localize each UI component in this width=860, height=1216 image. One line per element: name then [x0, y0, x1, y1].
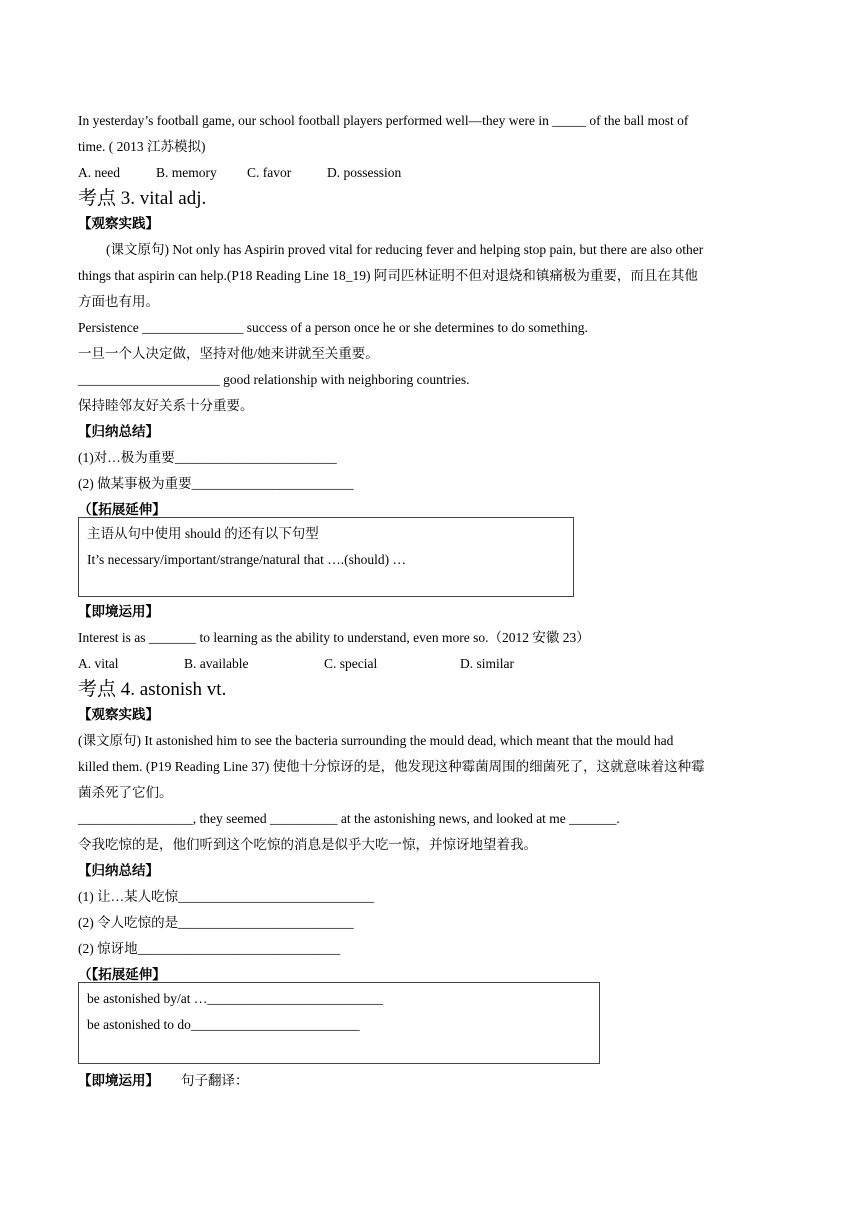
apply-option-b: B. available: [184, 656, 249, 671]
point4-apply-label: 【即境运用】: [78, 1073, 159, 1089]
option-d: D. possession: [327, 165, 402, 180]
point4-apply-text: 句子翻译：: [181, 1073, 249, 1088]
point3-extend-box-line1: 主语从句中使用 should 的还有以下句型: [87, 526, 319, 541]
point3-example2-en: _____________________ good relationship with neighboring countries.: [78, 372, 470, 387]
point4-original-line2: killed them. (P19 Reading Line 37) 使他十分惊讶的是，他发现这种霉菌周围的细菌死了，这就意味着这种霉: [78, 759, 705, 774]
football-question-line1: In yesterday’s football game, our school football players performed well—they were in _____ of the ball most of: [78, 113, 689, 128]
point4-original-line1: (课文原句) It astonished him to see the bacteria surrounding the mould dead, which meant that the mould had: [78, 733, 674, 748]
point3-summary-label: 【归纳总结】: [78, 424, 159, 440]
point3-apply-label: 【即境运用】: [78, 604, 159, 620]
point4-extend-box-line2: be astonished to do_________________________: [87, 1017, 360, 1032]
point3-summary1: (1)对…极为重要________________________: [78, 450, 337, 465]
point4-heading-cn: 考点: [78, 678, 117, 700]
football-options: [78, 160, 782, 186]
apply-option-a: A. vital: [78, 656, 119, 671]
point4-summary1: (1) 让…某人吃惊_____________________________: [78, 889, 374, 904]
option-a: A. need: [78, 165, 120, 180]
point4-summary3: (2) 惊讶地______________________________: [78, 941, 341, 956]
point4-observe-label: 【观察实践】: [78, 707, 159, 723]
point3-apply-question: Interest is as _______ to learning as the ability to understand, even more so.（2012 安徽 23）: [78, 630, 590, 645]
point3-example1-cn: 一旦一个人决定做，坚持对他/她来讲就至关重要。: [78, 346, 379, 361]
option-c: C. favor: [247, 165, 292, 180]
document-page: [78, 108, 782, 1094]
point4-example1-cn: 令我吃惊的是，他们听到这个吃惊的消息是似乎大吃一惊，并惊讶地望着我。: [78, 837, 537, 852]
point4-example1-en: _________________, they seemed __________ at the astonishing news, and looked at me _______.: [78, 811, 620, 826]
point3-extend-label: （【拓展延伸】: [78, 502, 166, 518]
point3-heading: [78, 186, 782, 211]
option-b: B. memory: [156, 165, 217, 180]
point3-apply-options: [78, 651, 782, 677]
point4-summary2: (2) 令人吃惊的是__________________________: [78, 915, 354, 930]
point3-original-line1: (课文原句) Not only has Aspirin proved vital for reducing fever and helping stop pain, but there are also other: [106, 242, 704, 257]
point3-example2-cn: 保持睦邻友好关系十分重要。: [78, 398, 254, 413]
point3-extend-box-line2: It’s necessary/important/strange/natural that ….(should) …: [87, 552, 407, 567]
point3-extend-box: [78, 517, 574, 597]
apply-option-d: D. similar: [460, 656, 514, 671]
point3-summary2: (2) 做某事极为重要________________________: [78, 476, 354, 491]
point3-heading-en: 3. vital adj.: [116, 188, 207, 209]
football-question-line2: time. ( 2013 江苏模拟): [78, 139, 206, 154]
point4-extend-label: （【拓展延伸】: [78, 967, 166, 983]
point3-original-line2: things that aspirin can help.(P18 Reading Line 18_19) 阿司匹林证明不但对退烧和镇痛极为重要，而且在其他: [78, 268, 698, 283]
point3-original-line3: 方面也有用。: [78, 294, 159, 309]
point4-original-line3: 菌杀死了它们。: [78, 785, 173, 800]
point4-heading-en: 4. astonish vt.: [116, 679, 227, 700]
point4-extend-box-line1: be astonished by/at …__________________________: [87, 991, 383, 1006]
point4-heading: [78, 677, 782, 702]
point4-summary-label: 【归纳总结】: [78, 863, 159, 879]
point3-example1-en: Persistence _______________ success of a person once he or she determines to do something.: [78, 320, 588, 335]
point4-apply-row: [78, 1068, 782, 1094]
apply-option-c: C. special: [324, 656, 378, 671]
point4-extend-box: [78, 982, 600, 1064]
point3-observe-label: 【观察实践】: [78, 216, 159, 232]
point3-heading-cn: 考点: [78, 187, 117, 209]
